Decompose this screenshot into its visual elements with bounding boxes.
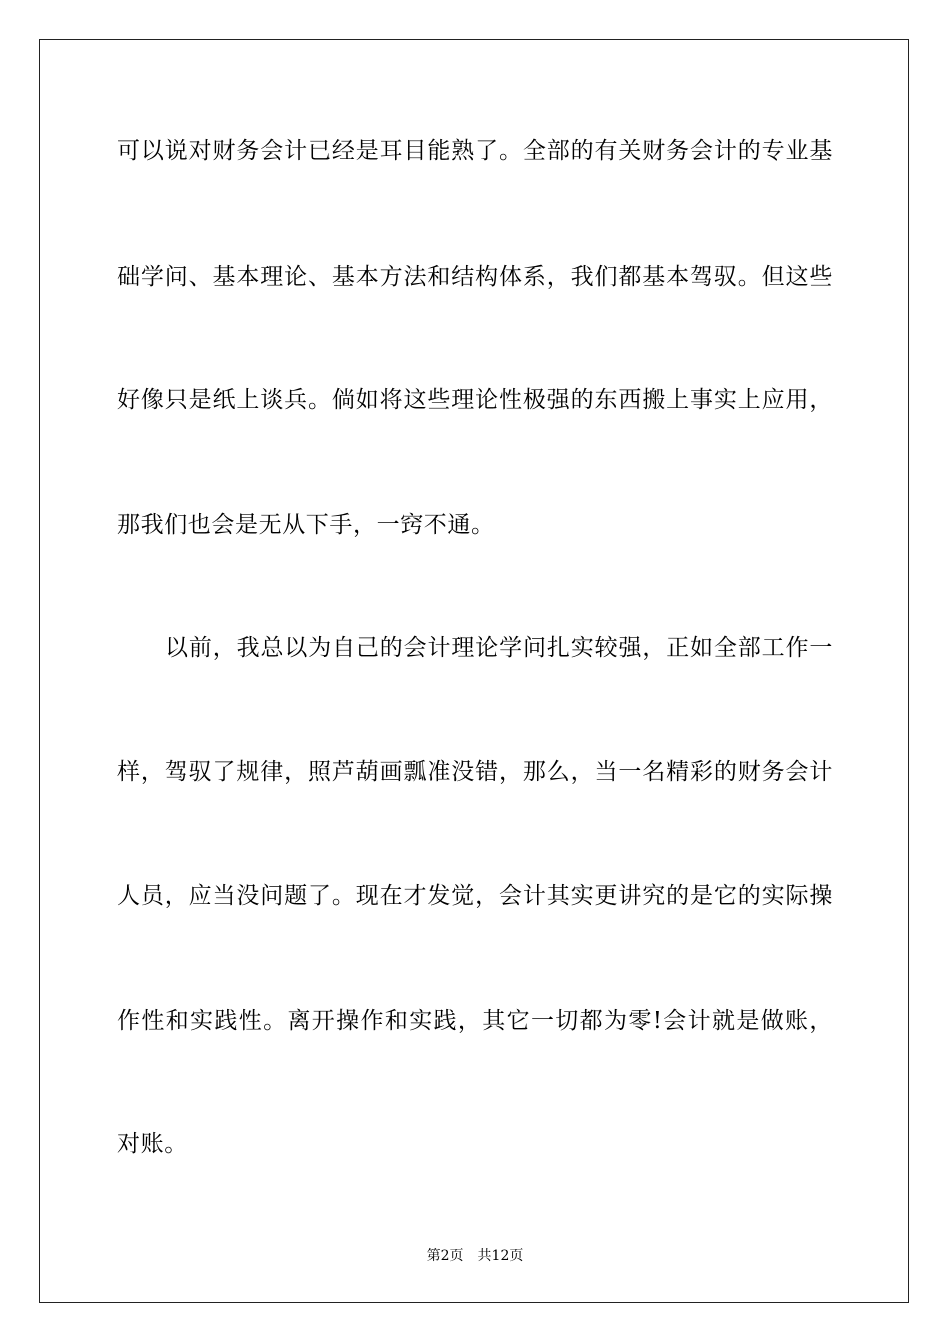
page-number-footer: 第2页 共12页 [426, 1248, 524, 1264]
paragraph-line: 对账。 [117, 1131, 188, 1157]
paragraph-line: 样，驾驭了规律，照芦葫画瓢准没错，那么，当一名精彩的财务会计 [117, 759, 833, 785]
paragraph-line: 那我们也会是无从下手，一窍不通。 [117, 512, 495, 538]
paragraph-line: 作性和实践性。离开操作和实践，其它一切都为零!会计就是做账， [117, 1008, 833, 1034]
paragraph-line: 可以说对财务会计已经是耳目能熟了。全部的有关财务会计的专业基 [117, 138, 833, 164]
page-border [39, 39, 909, 1303]
paragraph-line: 础学问、基本理论、基本方法和结构体系，我们都基本驾驭。但这些 [117, 264, 833, 290]
paragraph-line: 好像只是纸上谈兵。倘如将这些理论性极强的东西搬上事实上应用， [117, 387, 833, 413]
paragraph-line: 以前，我总以为自己的会计理论学问扎实较强，正如全部工作一 [165, 635, 833, 661]
paragraph-line: 人员，应当没问题了。现在才发觉，会计其实更讲究的是它的实际操 [117, 883, 833, 909]
